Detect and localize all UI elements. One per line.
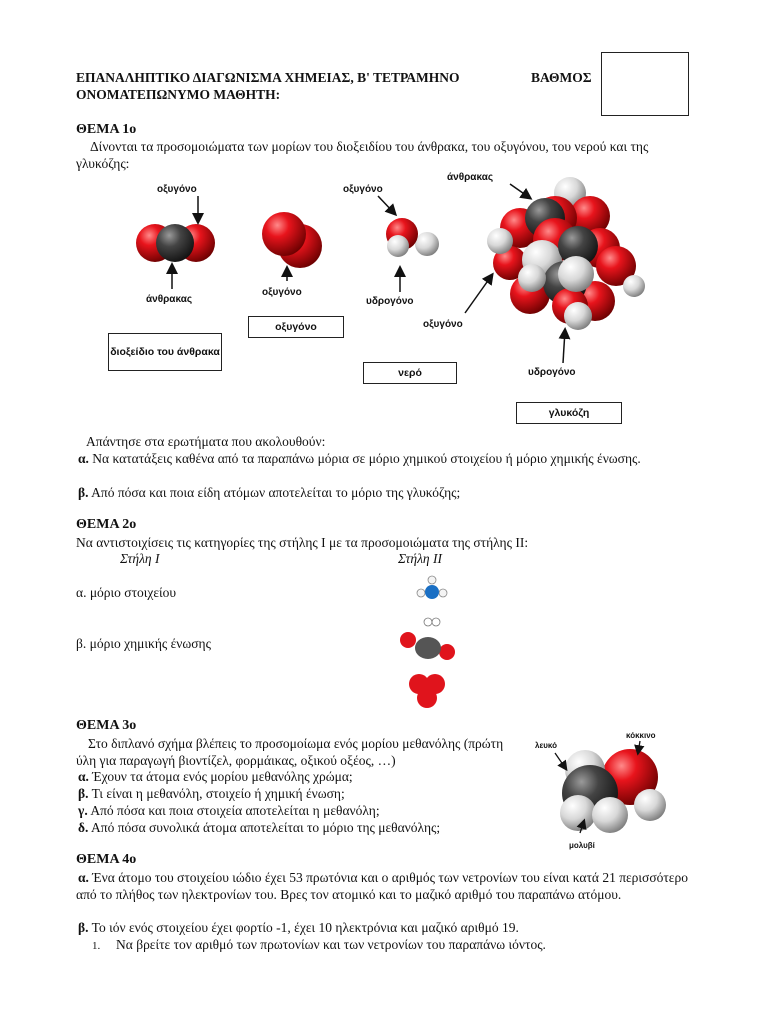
grade-label: ΒΑΘΜΟΣ xyxy=(531,70,592,85)
question-text: Τι είναι η μεθανόλη, στοιχείο ή χημική ένωση; xyxy=(91,786,345,801)
glucose-name-box: γλυκόζη xyxy=(516,402,622,424)
question-text: Να κατατάξεις καθένα από τα παραπάνω μόρια σε μόριο χημικού στοιχείου ή μόριο χημικής ένωσης. xyxy=(92,451,641,466)
methanol-red-label: κόκκινο xyxy=(626,731,656,740)
theme1-title: ΘΕΜΑ 1ο xyxy=(76,122,137,137)
glucose-carbon-label: άνθρακας xyxy=(447,172,494,183)
sub-text: Να βρείτε τον αριθμό των πρωτονίων και των νετρονίων του παραπάνω ιόντος. xyxy=(116,937,546,952)
co2-carbon-label: άνθρακας xyxy=(146,294,193,305)
theme1-answer-prompt: Απάντησε στα ερωτήματα που ακολουθούν: xyxy=(86,434,326,449)
methanol-white-label: λευκό xyxy=(535,741,557,750)
theme2-item-b: β. μόριο χημικής ένωσης xyxy=(76,636,211,651)
sub-number: 1. xyxy=(92,940,101,952)
ammonia-model xyxy=(417,576,447,599)
question-text: Έχουν τα άτομα ενός μορίου μεθανόλης χρώμα; xyxy=(92,769,353,784)
glucose-molecule xyxy=(487,177,645,330)
co2-oxygen-label: οξυγόνο xyxy=(157,184,197,195)
theme2-intro: Να αντιστοιχίσεις τις κατηγορίες της στήλης I με τα προσομοιώματα της στήλης II: xyxy=(76,535,529,550)
theme2-item-a: α. μόριο στοιχείου xyxy=(76,585,177,600)
theme3-question-d xyxy=(78,819,440,836)
o2-name-box: οξυγόνο xyxy=(248,316,344,338)
co2-molecule xyxy=(136,224,215,262)
h2o-name-box: νερό xyxy=(363,362,457,384)
h2o-oxygen-label: οξυγόνο xyxy=(343,184,383,195)
co2-small-model xyxy=(400,632,455,660)
o3-model xyxy=(409,674,445,708)
theme4-title: ΘΕΜΑ 4ο xyxy=(76,852,137,867)
column2-models xyxy=(395,572,465,712)
column1-header: Στήλη I xyxy=(120,551,160,566)
h2o-molecule xyxy=(386,218,439,257)
theme3-intro: Στο διπλανό σχήμα βλέπεις το προσομοίωμα ενός μορίου μεθανόλης (πρώτη ύλη για παραγωγή βιοντίζελ, φορμάικας, οξικού οξέος, …) xyxy=(76,736,504,768)
o2-molecule xyxy=(262,212,322,268)
question-letter: α. xyxy=(78,870,89,885)
question-letter: β. xyxy=(78,920,89,935)
theme3-question-c xyxy=(78,802,380,819)
theme1-question-a xyxy=(76,450,691,467)
question-text: Από πόσα και ποια είδη ατόμων αποτελείται το μόριο της γλυκόζης; xyxy=(91,485,461,500)
question-letter: δ. xyxy=(78,820,89,835)
question-text: Το ιόν ενός στοιχείου έχει φορτίο -1, έχει 10 ηλεκτρόνια και μαζικό αριθμό 19. xyxy=(91,920,519,935)
question-letter: β. xyxy=(78,485,89,500)
h2-model xyxy=(424,618,440,626)
question-letter: γ. xyxy=(78,803,88,818)
co2-name-box: διοξείδιο του άνθρακα xyxy=(108,333,222,371)
theme2-title: ΘΕΜΑ 2ο xyxy=(76,517,137,532)
theme4-question-b xyxy=(78,919,519,936)
glucose-oxygen-label: οξυγόνο xyxy=(423,319,463,330)
question-letter: α. xyxy=(78,451,89,466)
theme4-question-a xyxy=(76,869,694,903)
o2-oxygen-label: οξυγόνο xyxy=(262,287,302,298)
methanol-lead-label: μολυβί xyxy=(569,841,595,850)
glucose-hydrogen-label: υδρογόνο xyxy=(528,367,576,378)
theme3-question-b xyxy=(78,785,345,802)
question-text: Από πόσα συνολικά άτομα αποτελείται το μόριο της μεθανόλης; xyxy=(91,820,441,835)
question-letter: β. xyxy=(78,786,89,801)
student-name-label: ΟΝΟΜΑΤΕΠΩΝΥΜΟ ΜΑΘΗΤΗ: xyxy=(76,87,281,102)
theme3-question-a xyxy=(78,768,353,785)
question-text: Ένα άτομο του στοιχείου ιώδιο έχει 53 πρωτόνια και ο αριθμός των νετρονίων του είναι κατά 21 περισσότερο από το πλήθος των ηλεκτρονίων του. Βρες τον ατομικό και το μαζικό αριθμό του παραπάνω ατόμου. xyxy=(76,870,688,902)
theme1-intro: Δίνονται τα προσομοιώματα των μορίων του διοξειδίου του άνθρακα, του οξυγόνου, του νερού και της γλυκόζης: xyxy=(76,139,649,171)
theme1-question-b xyxy=(78,484,460,501)
exam-title: ΕΠΑΝΑΛΗΠΤΙΚΟ ΔΙΑΓΩΝΙΣΜΑ ΧΗΜΕΙΑΣ, Β' ΤΕΤΡΑΜΗΝΟ xyxy=(76,70,460,85)
h2o-hydrogen-label: υδρογόνο xyxy=(366,296,414,307)
theme4-subquestion-1 xyxy=(92,936,546,955)
grade-box[interactable] xyxy=(601,52,689,116)
question-text: Από πόσα και ποια στοιχεία αποτελείται η μεθανόλη; xyxy=(90,803,380,818)
column2-header: Στήλη II xyxy=(398,551,443,566)
theme3-title: ΘΕΜΑ 3ο xyxy=(76,718,137,733)
question-letter: α. xyxy=(78,769,89,784)
